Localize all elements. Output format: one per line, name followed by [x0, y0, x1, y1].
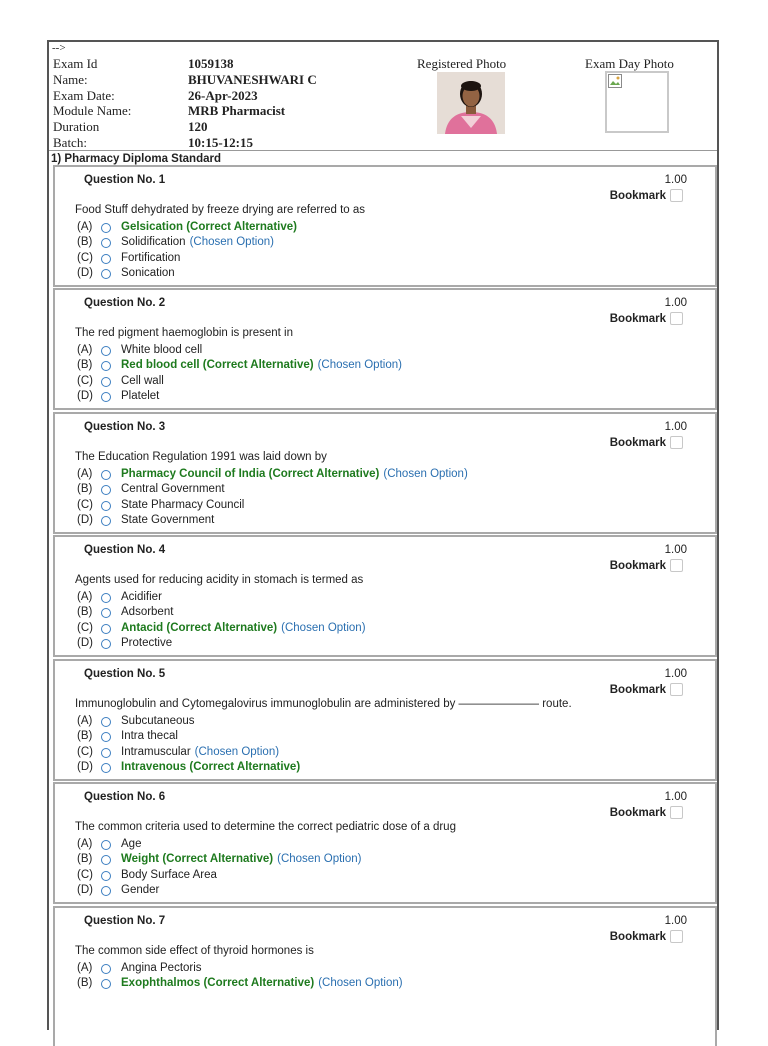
question-number: Question No. 6	[84, 791, 166, 803]
chosen-option-marker: (Chosen Option)	[281, 621, 366, 634]
question-card	[53, 165, 717, 287]
radio-icon[interactable]	[101, 717, 111, 727]
option-label: Intra thecal	[121, 730, 178, 743]
radio-icon[interactable]	[101, 392, 111, 402]
radio-icon[interactable]	[101, 964, 111, 974]
section-divider	[49, 150, 717, 151]
question-card	[53, 906, 717, 1046]
option-label: Subcutaneous	[121, 714, 195, 727]
bookmark-control[interactable]	[610, 806, 683, 819]
option-label: Adsorbent	[121, 606, 174, 619]
option-list	[77, 342, 402, 404]
bookmark-control[interactable]	[610, 930, 683, 943]
option-label: Sonication	[121, 267, 175, 280]
bookmark-label: Bookmark	[609, 930, 666, 943]
radio-icon[interactable]	[101, 639, 111, 649]
bookmark-checkbox[interactable]	[670, 806, 683, 819]
module-name-label: Module Name:	[53, 103, 132, 119]
correct-alternative-marker: (Correct Alternative)	[166, 621, 278, 634]
option-text	[121, 622, 277, 634]
option-list	[77, 836, 361, 898]
question-card	[53, 412, 717, 534]
bookmark-control[interactable]	[610, 312, 683, 325]
radio-icon[interactable]	[101, 516, 111, 526]
option-text	[121, 853, 273, 865]
question-card	[53, 288, 717, 410]
correct-alternative-marker: (Correct Alternative)	[189, 761, 301, 774]
option-row[interactable]	[77, 729, 300, 745]
bookmark-control[interactable]	[610, 559, 683, 572]
radio-icon[interactable]	[101, 840, 111, 850]
option-label: Solidification	[121, 236, 186, 249]
bookmark-label: Bookmark	[609, 806, 666, 819]
radio-icon[interactable]	[101, 763, 111, 773]
question-number: Question No. 3	[84, 421, 166, 433]
option-letter: (D)	[77, 514, 93, 527]
question-marks: 1.00	[664, 544, 687, 556]
question-marks: 1.00	[664, 421, 687, 433]
option-letter: (B)	[77, 606, 93, 619]
option-label: Gelsication	[121, 220, 183, 233]
option-label: Antacid	[121, 621, 164, 634]
option-label: Protective	[121, 637, 173, 650]
radio-icon[interactable]	[101, 624, 111, 634]
radio-icon[interactable]	[101, 254, 111, 264]
name-value: BHUVANESHWARI C	[188, 71, 317, 87]
exam-id-label: Exam Id	[53, 56, 98, 71]
option-text	[121, 977, 314, 989]
stray-comment-text: -->	[52, 42, 66, 54]
bookmark-checkbox[interactable]	[670, 189, 683, 202]
question-number: Question No. 4	[84, 544, 166, 556]
option-letter: (D)	[77, 390, 93, 403]
exam-id-value: 1059138	[188, 56, 234, 71]
option-label: Platelet	[121, 390, 160, 403]
exam-date-label: Exam Date:	[53, 87, 115, 103]
question-marks: 1.00	[664, 668, 687, 680]
chosen-option-marker: (Chosen Option)	[189, 236, 274, 249]
option-text	[121, 344, 202, 356]
option-text	[121, 884, 159, 896]
option-row[interactable]	[77, 760, 300, 776]
question-marks: 1.00	[664, 174, 687, 186]
option-text	[121, 221, 297, 233]
question-number: Question No. 2	[84, 297, 166, 309]
option-text	[121, 375, 164, 387]
option-row[interactable]	[77, 883, 361, 899]
radio-icon[interactable]	[101, 346, 111, 356]
option-text	[121, 390, 159, 402]
bookmark-label: Bookmark	[609, 312, 666, 325]
option-row[interactable]	[77, 960, 403, 976]
correct-alternative-marker: (Correct Alternative)	[268, 467, 380, 480]
question-marks: 1.00	[664, 297, 687, 309]
bookmark-checkbox[interactable]	[670, 436, 683, 449]
question-number: Question No. 7	[84, 915, 166, 927]
candidate-info-labels	[53, 56, 131, 151]
chosen-option-marker: (Chosen Option)	[318, 977, 403, 990]
radio-icon[interactable]	[101, 855, 111, 865]
option-text	[121, 499, 244, 511]
name-label: Name:	[53, 71, 88, 87]
exam-day-photo-label: Exam Day Photo	[585, 56, 674, 71]
option-text	[121, 746, 191, 758]
registered-photo-label: Registered Photo	[417, 56, 507, 71]
exam-day-photo	[605, 71, 669, 133]
option-letter: (A)	[77, 961, 93, 974]
bookmark-checkbox[interactable]	[670, 930, 683, 943]
option-label: Weight	[121, 853, 160, 866]
option-text	[121, 267, 175, 279]
option-label: State Government	[121, 514, 215, 527]
option-text	[121, 761, 300, 773]
radio-icon[interactable]	[101, 608, 111, 618]
option-text	[121, 514, 214, 526]
option-text	[121, 838, 141, 850]
option-letter: (B)	[77, 359, 93, 372]
option-row[interactable]	[77, 358, 402, 374]
option-label: Central Government	[121, 483, 225, 496]
option-list	[77, 960, 403, 991]
radio-icon[interactable]	[101, 470, 111, 480]
option-letter: (C)	[77, 745, 93, 758]
bookmark-checkbox[interactable]	[670, 559, 683, 572]
chosen-option-marker: (Chosen Option)	[383, 467, 468, 480]
option-text	[121, 606, 173, 618]
option-text	[121, 869, 217, 881]
radio-icon[interactable]	[101, 269, 111, 279]
option-text	[121, 715, 195, 727]
option-text	[121, 637, 172, 649]
option-letter: (A)	[77, 837, 93, 850]
option-row[interactable]	[77, 373, 402, 389]
question-text: The red pigment haemoglobin is present in	[75, 327, 293, 339]
option-row[interactable]	[77, 389, 402, 405]
duration-value: 120	[188, 119, 208, 135]
radio-icon[interactable]	[101, 223, 111, 233]
correct-alternative-marker: (Correct Alternative)	[162, 853, 274, 866]
option-letter: (C)	[77, 498, 93, 511]
option-letter: (A)	[77, 590, 93, 603]
option-row[interactable]	[77, 219, 297, 235]
option-text	[121, 359, 314, 371]
option-label: Gender	[121, 884, 160, 897]
question-card	[53, 782, 717, 904]
option-label: Angina Pectoris	[121, 961, 202, 974]
option-row[interactable]	[77, 482, 468, 498]
question-card	[53, 659, 717, 781]
exam-date-value: 26-Apr-2023	[188, 87, 258, 103]
option-letter: (A)	[77, 467, 93, 480]
radio-icon[interactable]	[101, 748, 111, 758]
bookmark-control[interactable]	[610, 436, 683, 449]
question-card	[53, 535, 717, 657]
radio-icon[interactable]	[101, 501, 111, 511]
option-row[interactable]	[77, 605, 366, 621]
radio-icon[interactable]	[101, 377, 111, 387]
option-list	[77, 219, 297, 281]
radio-icon[interactable]	[101, 871, 111, 881]
option-letter: (C)	[77, 374, 93, 387]
option-label: Pharmacy Council of India	[121, 467, 266, 480]
option-label: Cell wall	[121, 374, 164, 387]
option-letter: (C)	[77, 251, 93, 264]
option-text	[121, 962, 202, 974]
option-list	[77, 466, 468, 528]
option-label: State Pharmacy Council	[121, 498, 245, 511]
correct-alternative-marker: (Correct Alternative)	[203, 977, 315, 990]
option-letter: (D)	[77, 267, 93, 280]
option-label: Exophthalmos	[121, 977, 201, 990]
bookmark-label: Bookmark	[609, 189, 666, 202]
module-name-value: MRB Pharmacist	[188, 103, 286, 119]
option-row[interactable]	[77, 497, 468, 513]
option-text	[121, 252, 180, 264]
question-text: The common side effect of thyroid hormones is	[75, 945, 314, 957]
bookmark-label: Bookmark	[609, 436, 666, 449]
bookmark-label: Bookmark	[609, 683, 666, 696]
option-letter: (C)	[77, 621, 93, 634]
question-text: The Education Regulation 1991 was laid down by	[75, 451, 327, 463]
option-row[interactable]	[77, 636, 366, 652]
chosen-option-marker: (Chosen Option)	[277, 853, 362, 866]
duration-label: Duration	[53, 119, 100, 135]
option-row[interactable]	[77, 713, 300, 729]
option-row[interactable]	[77, 513, 468, 529]
question-marks: 1.00	[664, 915, 687, 927]
radio-icon[interactable]	[101, 593, 111, 603]
option-label: Intravenous	[121, 761, 187, 774]
option-label: Red blood cell	[121, 359, 200, 372]
option-row[interactable]	[77, 235, 297, 251]
candidate-info-values	[188, 56, 317, 151]
radio-icon[interactable]	[101, 485, 111, 495]
option-row[interactable]	[77, 466, 468, 482]
option-letter: (B)	[77, 236, 93, 249]
option-label: Age	[121, 837, 142, 850]
bookmark-label: Bookmark	[609, 559, 666, 572]
option-label: Fortification	[121, 251, 181, 264]
option-letter: (B)	[77, 483, 93, 496]
option-letter: (A)	[77, 220, 93, 233]
option-letter: (D)	[77, 761, 93, 774]
question-text: Immunoglobulin and Cytomegalovirus immunoglobulin are administered by ——————— route.	[75, 698, 572, 710]
option-letter: (D)	[77, 884, 93, 897]
option-text	[121, 591, 162, 603]
option-row[interactable]	[77, 620, 366, 636]
option-letter: (B)	[77, 853, 93, 866]
option-list	[77, 713, 300, 775]
option-row[interactable]	[77, 976, 403, 992]
option-letter: (A)	[77, 343, 93, 356]
option-text	[121, 468, 379, 480]
option-row[interactable]	[77, 852, 361, 868]
registered-photo	[437, 72, 505, 134]
option-row[interactable]	[77, 744, 300, 760]
question-text: The common criteria used to determine the correct pediatric dose of a drug	[75, 821, 456, 833]
question-text: Food Stuff dehydrated by freeze drying are referred to as	[75, 204, 366, 216]
batch-value: 10:15-12:15	[188, 134, 253, 150]
question-marks: 1.00	[664, 791, 687, 803]
radio-icon[interactable]	[101, 238, 111, 248]
question-number: Question No. 1	[84, 174, 166, 186]
option-row[interactable]	[77, 589, 366, 605]
radio-icon[interactable]	[101, 979, 111, 989]
option-row[interactable]	[77, 342, 402, 358]
option-row[interactable]	[77, 250, 297, 266]
chosen-option-marker: (Chosen Option)	[194, 745, 280, 758]
batch-label: Batch:	[53, 134, 87, 150]
bookmark-control[interactable]	[610, 683, 683, 696]
response-sheet	[47, 40, 719, 1030]
radio-icon[interactable]	[101, 732, 111, 742]
correct-alternative-marker: (Correct Alternative)	[202, 359, 314, 372]
option-label: Acidifier	[121, 590, 162, 603]
option-list	[77, 589, 366, 651]
option-text	[121, 236, 186, 248]
bookmark-checkbox[interactable]	[670, 312, 683, 325]
option-letter: (B)	[77, 977, 93, 990]
broken-image-icon	[608, 74, 622, 88]
chosen-option-marker: (Chosen Option)	[317, 359, 402, 372]
option-row[interactable]	[77, 867, 361, 883]
option-row[interactable]	[77, 266, 297, 282]
bookmark-checkbox[interactable]	[670, 683, 683, 696]
option-label: Intramuscular	[121, 745, 191, 758]
option-label: White blood cell	[121, 343, 203, 356]
option-text	[121, 483, 225, 495]
option-letter: (D)	[77, 637, 93, 650]
option-text	[121, 730, 178, 742]
radio-icon[interactable]	[101, 886, 111, 896]
section-title: 1) Pharmacy Diploma Standard	[51, 153, 221, 165]
option-letter: (A)	[77, 714, 93, 727]
correct-alternative-marker: (Correct Alternative)	[186, 220, 297, 233]
option-letter: (B)	[77, 730, 93, 743]
question-text: Agents used for reducing acidity in stomach is termed as	[75, 574, 364, 586]
option-letter: (C)	[77, 868, 93, 881]
radio-icon[interactable]	[101, 361, 111, 371]
bookmark-control[interactable]	[610, 189, 683, 202]
option-row[interactable]	[77, 836, 361, 852]
question-number: Question No. 5	[84, 668, 166, 680]
option-label: Body Surface Area	[121, 868, 217, 881]
